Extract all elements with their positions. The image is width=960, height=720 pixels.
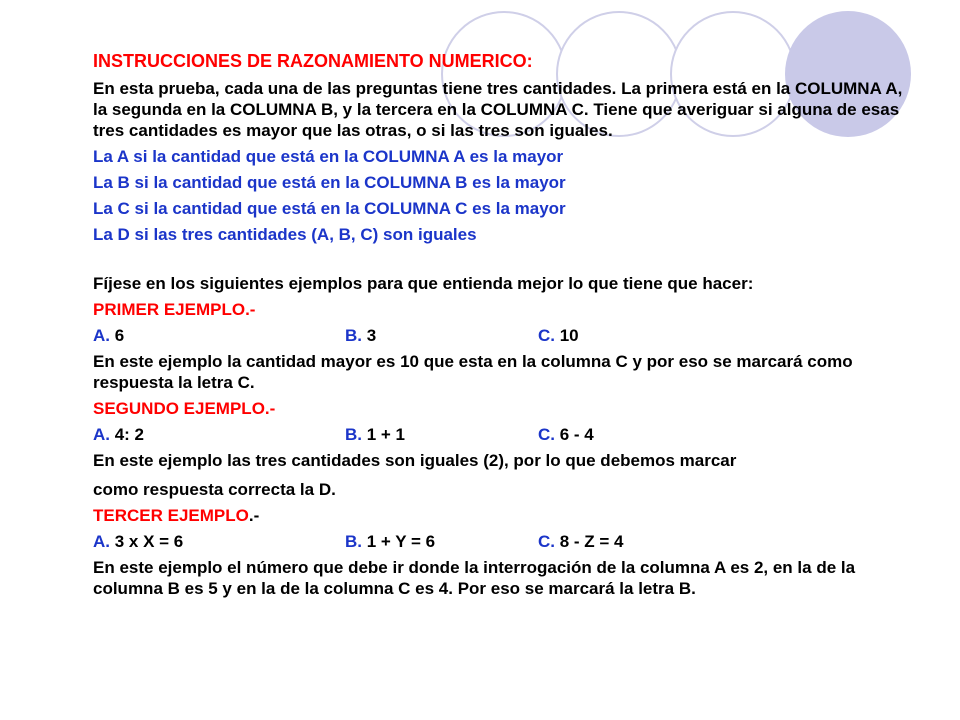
example3-option-c: C. 8 - Z = 4 — [538, 532, 624, 551]
rule-d: La D si las tres cantidades (A, B, C) son iguales — [93, 225, 477, 244]
example2-option-c: C. 6 - 4 — [538, 425, 594, 444]
rule-c: La C si la cantidad que está en la COLUMNA C es la mayor — [93, 199, 566, 218]
example1-explanation: En este ejemplo la cantidad mayor es 10 que esta en la columna C y por eso se marcará como respuesta la letra C. — [93, 352, 853, 392]
example1-option-b: B. 3 — [345, 326, 377, 345]
example2-option-a: A. 4: 2 — [93, 425, 145, 444]
example1-heading: PRIMER EJEMPLO.- — [93, 300, 256, 319]
example1-option-c: C. 10 — [538, 326, 579, 345]
example2-explanation-line2: como respuesta correcta la D. — [93, 480, 336, 499]
example2-heading: SEGUNDO EJEMPLO.- — [93, 399, 276, 418]
example2-option-b: B. 1 + 1 — [345, 425, 406, 444]
example1-options — [93, 325, 913, 346]
example3-option-a: A. 3 x X = 6 — [93, 532, 184, 551]
example2-options — [93, 424, 913, 445]
example3-option-b: B. 1 + Y = 6 — [345, 532, 436, 551]
example3-heading: TERCER EJEMPLO.- — [93, 506, 260, 525]
rule-a: La A si la cantidad que está en la COLUMNA A es la mayor — [93, 147, 564, 166]
intro-paragraph: En esta prueba, cada una de las preguntas tiene tres cantidades. La primera está en la COLUMNA A, la segunda en la COLUMNA B, y la tercera en la COLUMNA C. Tiene que averiguar si alguna de esas tres cantidades es mayor que las otras, o si las tres son iguales. — [93, 79, 903, 140]
example1-option-a: A. 6 — [93, 326, 125, 345]
example2-explanation-line1: En este ejemplo las tres cantidades son iguales (2), por lo que debemos marcar — [93, 451, 737, 470]
example3-options — [93, 531, 913, 552]
slide-content — [93, 50, 913, 599]
example3-explanation: En este ejemplo el número que debe ir donde la interrogación de la columna A es 2, en la de la columna B es 5 y en la de la columna C es 4. Por eso se marcará la letra B. — [93, 558, 856, 598]
rule-b: La B si la cantidad que está en la COLUMNA B es la mayor — [93, 173, 566, 192]
examples-intro: Fíjese en los siguientes ejemplos para que entienda mejor lo que tiene que hacer: — [93, 274, 754, 293]
slide-title: INSTRUCCIONES DE RAZONAMIENTO NUMERICO: — [93, 51, 533, 71]
